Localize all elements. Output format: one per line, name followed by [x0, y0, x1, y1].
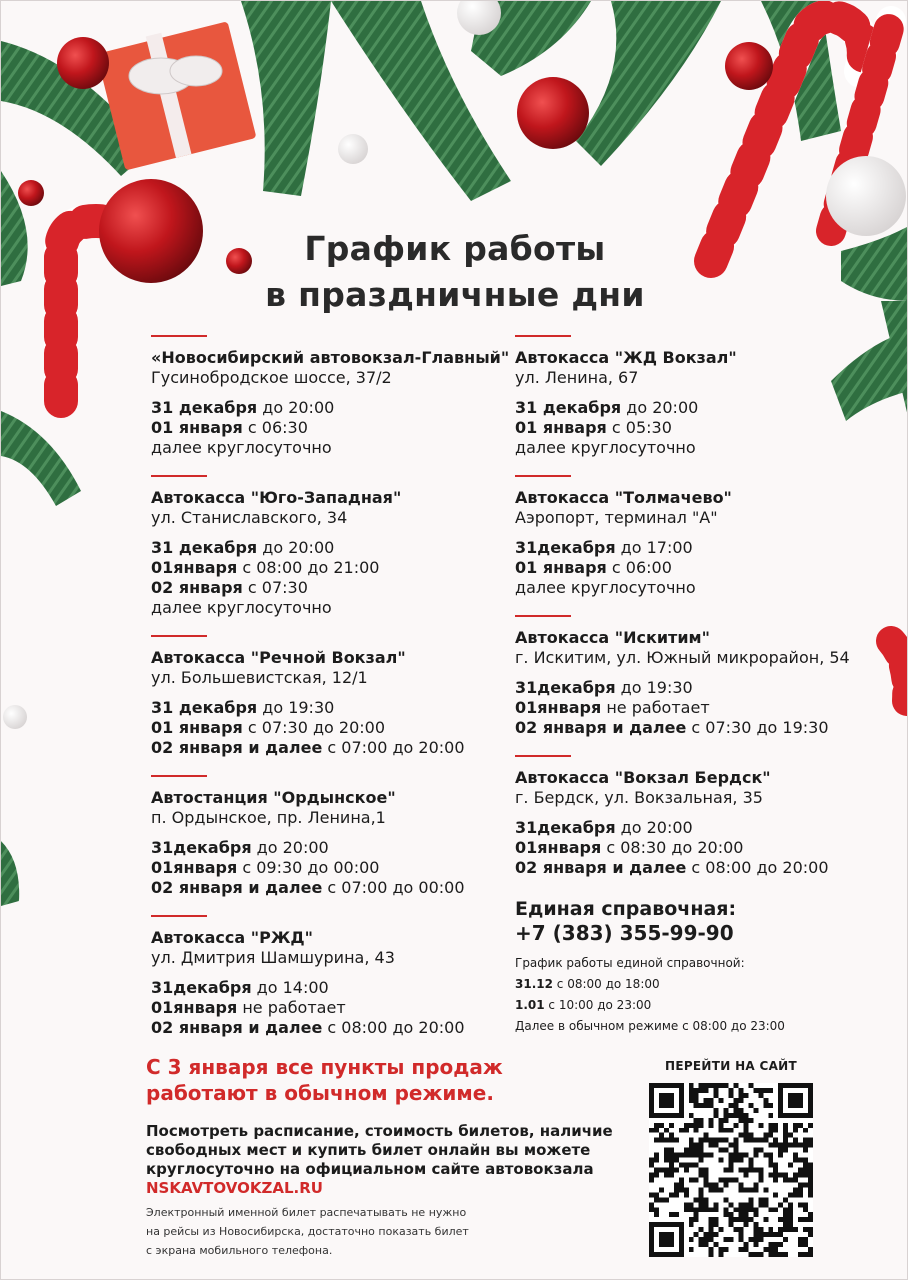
- schedule-line: 31 декабря до 20:00: [151, 398, 335, 417]
- location-name: Автостанция "Ордынское": [151, 788, 396, 807]
- schedule-line: 31декабря до 14:00: [151, 978, 329, 997]
- schedule-line: 01января с 08:00 до 21:00: [151, 558, 380, 577]
- page-title-line2: в праздничные дни: [265, 275, 645, 314]
- schedule-column-right: [515, 335, 895, 1037]
- schedule-line: далее круглосуточно: [515, 578, 696, 597]
- schedule-line: далее круглосуточно: [151, 438, 332, 457]
- schedule-line: 01января с 08:30 до 20:00: [515, 838, 744, 857]
- location-name: Автокасса "Речной Вокзал": [151, 648, 406, 667]
- schedule-line: 01 января с 05:30: [515, 418, 672, 437]
- schedule-line: 02 января и далее с 07:00 до 00:00: [151, 878, 465, 897]
- schedule-column-left: [151, 335, 531, 1038]
- schedule-line: 01 января с 06:30: [151, 418, 308, 437]
- schedule-line: 02 января и далее с 08:00 до 20:00: [515, 858, 829, 877]
- location-card: [515, 335, 895, 458]
- location-card: [151, 775, 531, 898]
- schedule-line: 01 января с 07:30 до 20:00: [151, 718, 386, 737]
- helpline-hours-row: 31.12 с 08:00 до 18:00: [515, 977, 660, 991]
- site-link[interactable]: NSKAVTOVOKZAL.RU: [146, 1179, 323, 1197]
- location-card: [515, 475, 895, 598]
- schedule-line: 02 января и далее с 08:00 до 20:00: [151, 1018, 465, 1037]
- schedule-line: далее круглосуточно: [151, 598, 332, 617]
- location-card: [151, 635, 531, 758]
- location-card: [515, 755, 895, 878]
- location-name: Автокасса "РЖД": [151, 928, 313, 947]
- helpline-phone[interactable]: +7 (383) 355-99-90: [515, 921, 734, 945]
- schedule-line: 31 декабря до 20:00: [515, 398, 699, 417]
- location-address: ул. Ленина, 67: [515, 368, 639, 387]
- qr-code[interactable]: [649, 1083, 813, 1257]
- schedule-line: 31декабря до 19:30: [515, 678, 693, 697]
- helpline-block: [515, 898, 895, 1037]
- location-name: Автокасса "Искитим": [515, 628, 710, 647]
- helpline-hours-row: 1.01 с 10:00 до 23:00: [515, 998, 652, 1012]
- qr-label: ПЕРЕЙТИ НА САЙТ: [664, 1059, 797, 1073]
- location-name: Автокасса "Толмачево": [515, 488, 732, 507]
- schedule-line: 01 января с 06:00: [515, 558, 672, 577]
- schedule-line: 01января не работает: [515, 698, 710, 717]
- helpline-title: Единая справочная:: [515, 898, 737, 920]
- schedule-line: 31 декабря до 19:30: [151, 698, 335, 717]
- location-address: Аэропорт, терминал "А": [515, 508, 718, 527]
- gift-box: [96, 21, 256, 170]
- schedule-line: 31декабря до 17:00: [515, 538, 693, 557]
- location-address: п. Ордынское, пр. Ленина,1: [151, 808, 386, 827]
- schedule-line: 31декабря до 20:00: [151, 838, 329, 857]
- schedule-line: далее круглосуточно: [515, 438, 696, 457]
- fine-print: Электронный именной билет распечатывать не нужно на рейсы из Новосибирска, достаточно показать билет с экрана мобильного телефона.: [146, 1206, 469, 1257]
- location-name: Автокасса "ЖД Вокзал": [515, 348, 737, 367]
- location-name: «Новосибирский автовокзал-Главный": [151, 348, 510, 367]
- schedule-line: 01января не работает: [151, 998, 346, 1017]
- location-address: ул. Дмитрия Шамшурина, 43: [151, 948, 395, 967]
- helpline-hours-title: График работы единой справочной:: [515, 956, 745, 970]
- notice-text: С 3 января все пункты продаж работают в обычном режиме.: [146, 1055, 503, 1105]
- schedule-line: 31 декабря до 20:00: [151, 538, 335, 557]
- schedule-line: 02 января и далее с 07:30 до 19:30: [515, 718, 829, 737]
- helpline-normal-hours: Далее в обычном режиме с 08:00 до 23:00: [515, 1019, 785, 1033]
- location-address: ул. Большевистская, 12/1: [151, 668, 368, 687]
- schedule-line: 02 января и далее с 07:00 до 20:00: [151, 738, 465, 757]
- location-card: [151, 915, 531, 1038]
- location-address: г. Искитим, ул. Южный микрорайон, 54: [515, 648, 850, 667]
- location-address: г. Бердск, ул. Вокзальная, 35: [515, 788, 763, 807]
- location-name: Автокасса "Вокзал Бердск": [515, 768, 771, 787]
- schedule-line: 02 января с 07:30: [151, 578, 308, 597]
- location-card: [515, 615, 895, 738]
- page-title-line1: График работы: [304, 229, 606, 268]
- location-name: Автокасса "Юго-Западная": [151, 488, 402, 507]
- location-card: [151, 475, 531, 618]
- location-card: [151, 335, 531, 458]
- location-address: Гусинобродское шоссе, 37/2: [151, 368, 392, 387]
- schedule-line: 31декабря до 20:00: [515, 818, 693, 837]
- info-text: Посмотреть расписание, стоимость билетов, наличие свободных мест и купить билет онлайн вы можете круглосуточно на официальном сайте автовокзала NSKAVTOVOKZAL.RU: [146, 1122, 613, 1197]
- location-address: ул. Станиславского, 34: [151, 508, 348, 527]
- schedule-line: 01января с 09:30 до 00:00: [151, 858, 380, 877]
